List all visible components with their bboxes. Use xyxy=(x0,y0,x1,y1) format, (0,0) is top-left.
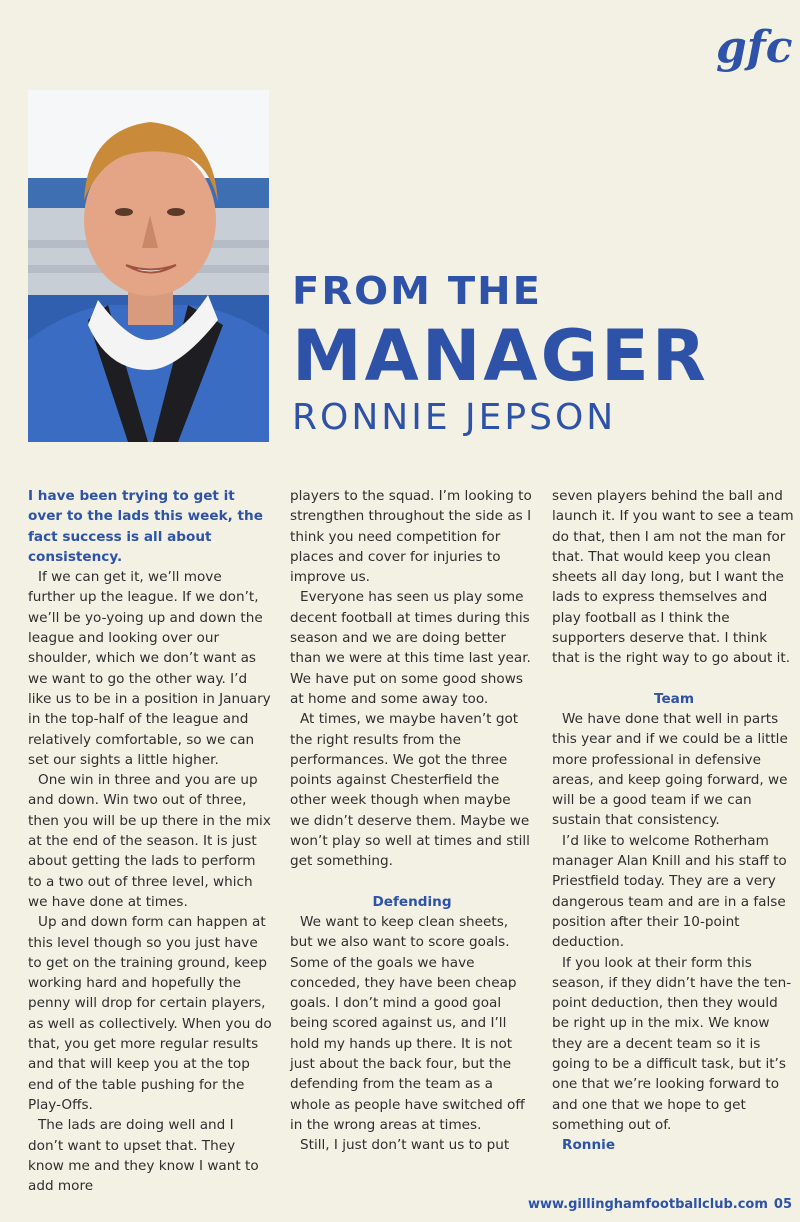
subhead-team: Team xyxy=(653,690,695,707)
author-name: RONNIE JEPSON xyxy=(292,397,617,438)
paragraph: We want to keep clean sheets, but we also want to score goals. Some of the goals we have conceded, they have been cheap goals. I don’t mind a good goal being scored against us, and I’ll hold my hands up there. It is not just about the back four, but the defending from the team as a whole as people have switched off in the wrong areas at times. xyxy=(290,913,525,1133)
paragraph: players to the squad. I’m looking to strengthen throughout the side as I think you need competition for places and cover for injuries to improve us. xyxy=(290,488,532,586)
paragraph: We have done that well in parts this year and if we could be a little more professional in defensive areas, and keep going forward, we will be a good team if we can sustain that consistency. xyxy=(552,710,788,829)
paragraph: Everyone has seen us play some decent football at times during this season and we are doing better than we were at this time last year. We have put on some good shows at home and some away too. xyxy=(290,589,531,707)
subhead-defending: Defending xyxy=(372,893,452,910)
article-heading xyxy=(292,270,772,440)
paragraph: Still, I just don’t want us to put xyxy=(300,1137,510,1154)
paragraph: I’d like to welcome Rotherham manager Alan Knill and his staff to Priestfield today. They are a very dangerous team and are in a false position after their 10-point deduction. xyxy=(552,832,787,951)
manager-portrait-photo xyxy=(28,90,269,442)
page-footer xyxy=(528,1197,792,1212)
paragraph: If you look at their form this season, if they didn’t have the ten-point deduction, then they would be right up in the mix. We know they are a decent team so it is going to be a difficult task, but it’s one that we’re looking forward to and one that we hope to get something out of. xyxy=(552,954,792,1133)
title-line-2: MANAGER xyxy=(292,315,709,397)
article-column-2 xyxy=(290,486,534,1156)
title-line-1: FROM THE xyxy=(292,270,542,314)
website-url: www.gillinghamfootballclub.com xyxy=(527,1197,768,1212)
article-column-3 xyxy=(552,486,796,1156)
paragraph: If we can get it, we’ll move further up the league. If we don’t, we’ll be yo-yoing up and down the league and looking over our shoulder, which we don’t want as we want to go the other way. I’d like us to be in a position in January in the top-half of the league and relatively comfortable, so we can set our sights a little higher. xyxy=(28,569,271,768)
svg-text:gfc: gfc xyxy=(716,22,792,73)
paragraph: One win in three and you are up and down. Win two out of three, then you will be up there in the mix at the end of the season. It is just about getting the lads to perform to a two out of three level, which we have done at times. xyxy=(28,772,271,910)
article-column-1 xyxy=(28,486,272,1196)
page-number: 05 xyxy=(773,1197,792,1212)
paragraph: Up and down form can happen at this level though so you just have to get on the training ground, keep working hard and hopefully the penny will drop for certain players, as well as collectively. When you do that, you get more regular results and that will keep you at the top end of the table pushing for the Play-Offs. xyxy=(28,914,272,1113)
club-monogram-logo xyxy=(712,20,792,76)
paragraph: The lads are doing well and I don’t want to upset that. They know me and they know I want to add more xyxy=(28,1117,259,1195)
signature: Ronnie xyxy=(562,1137,616,1154)
paragraph: seven players behind the ball and launch it. If you want to see a team do that, then I am not the man for that. That would keep you clean sheets all day long, but I want the lads to express themselves and play football as I think the supporters deserve that. I think that is the right way to go about it. xyxy=(552,488,794,667)
lead-paragraph: I have been trying to get it over to the lads this week, the fact success is all about consistency. xyxy=(28,488,263,565)
paragraph: At times, we maybe haven’t got the right results from the performances. We got the three points against Chesterfield the other week though when maybe we didn’t deserve them. Maybe we won’t play so well at times and still get something. xyxy=(290,711,530,870)
